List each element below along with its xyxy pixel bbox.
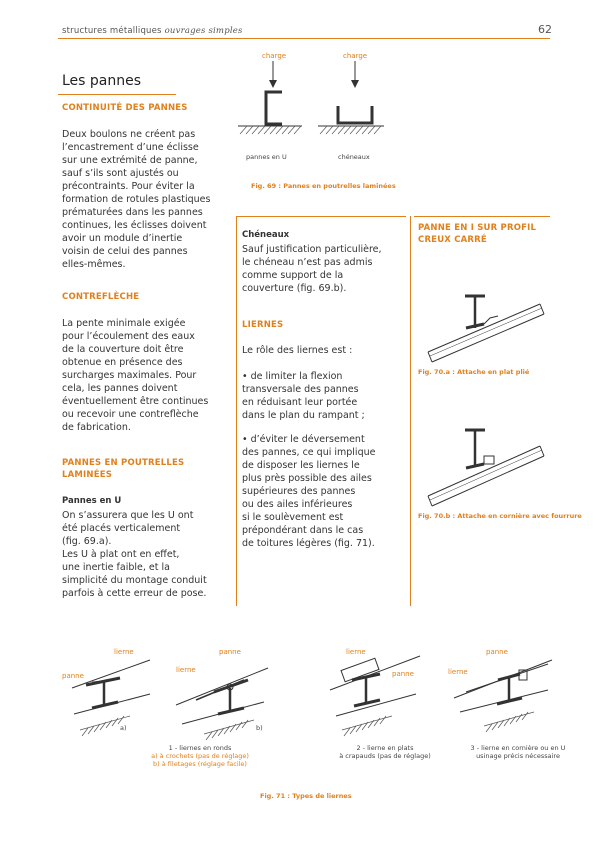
fig71-caption: Fig. 71 : Types de liernes [260, 792, 352, 800]
caption-line: à crapauds (pas de réglage) [339, 752, 431, 760]
charge-label-1: charge [262, 52, 287, 60]
text-line: (fig. 69.a). [62, 536, 112, 547]
text-line: pour l’écoulement des eaux [62, 331, 195, 342]
text-line: On s’assurera que les U ont [62, 510, 194, 521]
text-line: sauf s’ils sont ajustés ou [62, 168, 179, 179]
text-line: surcharges maximales. Pour [62, 370, 197, 381]
text-line: prépondérant dans le cas [242, 525, 364, 536]
fig71-label-lierne-1: lierne [114, 648, 134, 656]
text-line: formation de rotules plastiques [62, 194, 211, 205]
text-line: La pente minimale exigée [62, 318, 186, 329]
caption-line: usinage précis nécessaire [476, 752, 560, 760]
text-line: sur une extrémité de panne, [62, 155, 198, 166]
heading-line: LAMINÉES [62, 470, 113, 480]
text-line: supérieures des pannes [242, 486, 356, 497]
header-section-subtitle: ouvrages simples [164, 26, 243, 36]
charge-label-2: charge [343, 52, 368, 60]
text-line: couverture (fig. 69.b). [242, 283, 347, 294]
heading-contrefleche: CONTREFLÈCHE [62, 292, 140, 302]
text-line: été placés verticalement [62, 523, 181, 534]
text-line: éventuellement être continues [62, 396, 209, 407]
fig71-label-panne-3: panne [392, 670, 414, 678]
text-line: • de limiter la flexion [242, 371, 343, 382]
heading-liernes: LIERNES [242, 320, 284, 330]
text-line: cela, les pannes doivent [62, 383, 178, 394]
text-line: continues, les éclisses doivent [62, 220, 207, 231]
text-line: transversale des pannes [242, 384, 359, 395]
text-line: parfois à cette erreur de pose. [62, 588, 207, 599]
fig71-label-lierne-3: lierne [346, 648, 366, 656]
sub-pannes-en-u: Pannes en U [62, 496, 122, 506]
caption-line: 2 - lierne en plats [356, 744, 414, 752]
text-liernes-intro: Le rôle des liernes est : [242, 345, 353, 356]
text-line: précontraints. Pour éviter la [62, 181, 195, 192]
caption-line: a) à crochets (pas de réglage) [151, 752, 249, 760]
header-section-title: structures métalliques [62, 26, 162, 36]
text-line: en réduisant leur portée [242, 397, 358, 408]
fig71-label-lierne-4: lierne [448, 668, 468, 676]
fig71-label-panne-2: panne [219, 648, 241, 656]
fig71-caption-3 [458, 744, 578, 760]
label-pannes-en-u: pannes en U [246, 153, 287, 161]
text-line: une inertie faible, et la [62, 562, 170, 573]
text-line: comme support de la [242, 270, 344, 281]
fig71-mark-a: a) [120, 724, 127, 732]
text-line: elles-mêmes. [62, 259, 126, 270]
text-line: simplicité du montage conduit [62, 575, 207, 586]
fig71-label-panne-1: panne [62, 672, 84, 680]
heading-line: CREUX CARRÉ [418, 235, 487, 245]
text-line: voisin de celui des pannes [62, 246, 188, 257]
text-line: avoir un module d’inertie [62, 233, 183, 244]
heading-line: PANNES EN POUTRELLES [62, 458, 185, 468]
text-line: • d’éviter le déversement [242, 434, 365, 445]
text-line: des pannes, ce qui implique [242, 447, 376, 458]
label-cheneaux: chéneaux [338, 153, 370, 161]
text-line: de toitures légères (fig. 71). [242, 538, 375, 549]
text-line: plus près possible des ailes [242, 473, 372, 484]
page-title: Les pannes [62, 73, 142, 89]
fig69-caption: Fig. 69 : Pannes en poutrelles laminées [251, 182, 396, 190]
sub-cheneaux: Chéneaux [242, 230, 290, 240]
text-line: de fabrication. [62, 422, 131, 433]
fig71-mark-b: b) [256, 724, 263, 732]
text-line: Les U à plat ont en effet, [62, 549, 180, 560]
fig71-label-lierne-2: lierne [176, 666, 196, 674]
text-line: de la couverture doit être [62, 344, 184, 355]
heading-line: PANNE EN I SUR PROFIL [418, 223, 537, 233]
text-line: le chéneau n’est pas admis [242, 257, 373, 268]
caption-line: 3 - lierne en cornière ou en U [470, 744, 566, 752]
page-number: 62 [538, 23, 552, 36]
caption-line: 1 - liernes en ronds [168, 744, 232, 752]
text-line: l’encastrement d’une éclisse [62, 142, 199, 153]
fig70a-caption: Fig. 70.a : Attache en plat plié [418, 368, 530, 376]
caption-line: b) à filetages (réglage facile) [153, 760, 247, 768]
text-line: ou des ailes inférieures [242, 499, 353, 510]
fig71-caption-2 [330, 744, 440, 760]
fig70b-caption: Fig. 70.b : Attache en cornière avec fourrure [418, 512, 582, 520]
fig71-caption-1 [140, 744, 260, 768]
text-line: Sauf justification particulière, [242, 244, 382, 255]
text-line: de disposer les liernes le [242, 460, 360, 471]
heading-continuite: CONTINUITÉ DES PANNES [62, 103, 188, 113]
text-line: dans le plan du rampant ; [242, 410, 365, 421]
fig71-label-panne-4: panne [486, 648, 508, 656]
text-line: prématurées dans les pannes [62, 207, 203, 218]
text-line: Deux boulons ne créent pas [62, 129, 196, 140]
text-line: si le soulèvement est [242, 512, 344, 523]
text-line: obtenue en présence des [62, 357, 183, 368]
text-line: ou recevoir une contreflèche [62, 409, 199, 420]
